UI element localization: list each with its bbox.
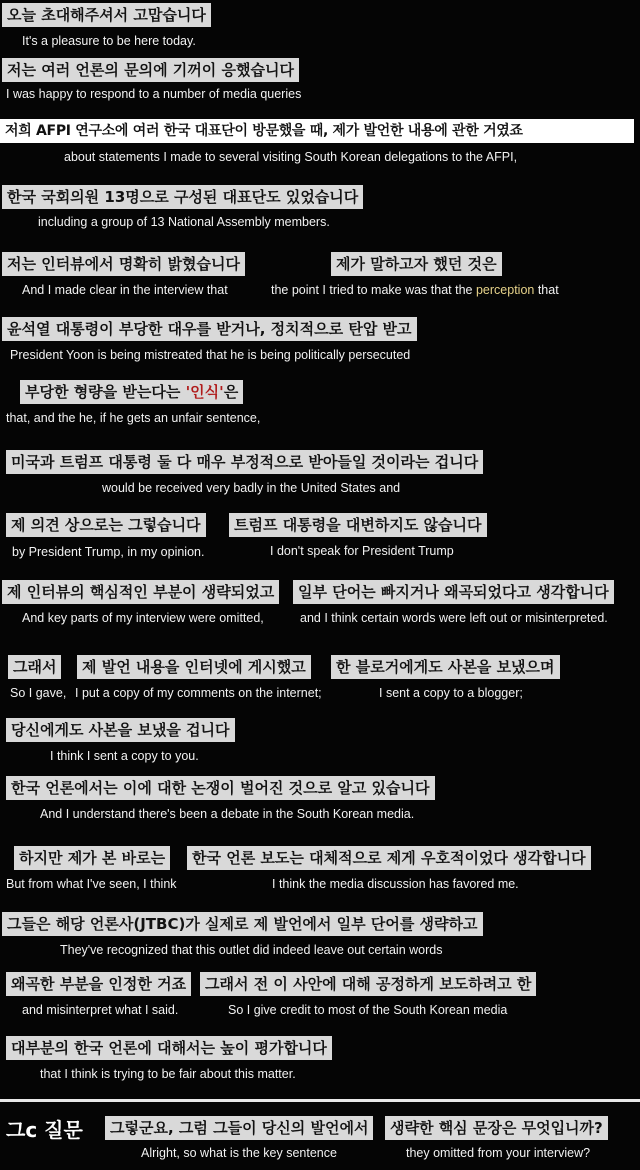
english-subtitle-6: President Yoon is being mistreated that he is being politically persecuted: [10, 348, 411, 362]
korean-caption-10a: 제 인터뷰의 핵심적인 부분이 생략되었고: [2, 580, 279, 604]
english-subtitle-10b: and I think certain words were left out or misinterpreted.: [300, 611, 608, 625]
question-label: 그c 질문: [6, 1118, 83, 1142]
korean-caption-17: 대부분의 한국 언론에 대해서는 높이 평가합니다: [6, 1036, 332, 1060]
korean-caption-9b: 트럼프 대통령을 대변하지도 않습니다: [229, 513, 487, 537]
korean-caption-13: 한국 언론에서는 이에 대한 논쟁이 벌어진 것으로 알고 있습니다: [6, 776, 435, 800]
korean-caption-2: 저는 여러 언론의 문의에 기꺼이 응했습니다: [2, 58, 299, 82]
english-subtitle-2: I was happy to respond to a number of media queries: [6, 87, 302, 101]
question-caption-b: 생략한 핵심 문장은 무엇입니까?: [385, 1116, 608, 1140]
english-subtitle-5a: And I made clear in the interview that: [22, 283, 228, 297]
korean-caption-11c: 한 블로거에게도 사본을 보냈으며: [331, 655, 560, 679]
question-subtitle-b: they omitted from your interview?: [406, 1146, 591, 1160]
korean-caption-8: 미국과 트럼프 대통령 둘 다 매우 부정적으로 받아들일 것이라는 겁니다: [6, 450, 483, 474]
question-subtitle-a: Alright, so what is the key sentence: [141, 1146, 337, 1160]
english-subtitle-16a: and misinterpret what I said.: [22, 1003, 179, 1017]
korean-caption-16b: 그래서 전 이 사안에 대해 공정하게 보도하려고 한: [200, 972, 536, 996]
english-subtitle-11a: So I gave,: [10, 686, 67, 700]
korean-caption-3: 저희 AFPI 연구소에 여러 한국 대표단이 방문했을 때, 제가 발언한 내용에 관한 거였죠: [0, 119, 634, 143]
english-subtitle-13: And I understand there's been a debate in the South Korean media.: [40, 807, 415, 821]
english-subtitle-5b: the point I tried to make was that the perception that: [271, 283, 559, 297]
english-subtitle-9a: by President Trump, in my opinion.: [12, 545, 205, 559]
english-subtitle-3: about statements I made to several visiting South Korean delegations to the AFPI,: [64, 150, 518, 164]
korean-caption-11b: 제 발언 내용을 인터넷에 게시했고: [77, 655, 311, 679]
korean-caption-11a: 그래서: [8, 655, 61, 679]
english-subtitle-16b: So I give credit to most of the South Korean media: [228, 1003, 508, 1017]
english-subtitle-1: It's a pleasure to be here today.: [22, 34, 196, 48]
english-subtitle-9b: I don't speak for President Trump: [270, 544, 454, 558]
english-subtitle-14b: I think the media discussion has favored me.: [272, 877, 519, 891]
korean-caption-14a: 하지만 제가 본 바로는: [14, 846, 170, 870]
korean-caption-9a: 제 의견 상으로는 그렇습니다: [6, 513, 206, 537]
english-subtitle-8: would be received very badly in the United States and: [102, 481, 401, 495]
question-caption-a: 그렇군요, 그럼 그들이 당신의 발언에서: [105, 1116, 373, 1140]
english-subtitle-17: that I think is trying to be fair about this matter.: [40, 1067, 296, 1081]
korean-caption-16a: 왜곡한 부분을 인정한 거죠: [6, 972, 191, 996]
english-subtitle-4: including a group of 13 National Assembly members.: [38, 215, 330, 229]
section-divider: [0, 1099, 640, 1102]
english-subtitle-15: They've recognized that this outlet did indeed leave out certain words: [60, 943, 443, 957]
korean-caption-4: 한국 국회의원 13명으로 구성된 대표단도 있었습니다: [2, 185, 363, 209]
english-subtitle-11c: I sent a copy to a blogger;: [379, 686, 523, 700]
korean-caption-5a: 저는 인터뷰에서 명확히 밝혔습니다: [2, 252, 245, 276]
korean-caption-12: 당신에게도 사본을 보냈을 겁니다: [6, 718, 235, 742]
korean-caption-5b: 제가 말하고자 했던 것은: [331, 252, 502, 276]
korean-caption-1: 오늘 초대해주셔서 고맙습니다: [2, 3, 211, 27]
korean-caption-10b: 일부 단어는 빠지거나 왜곡되었다고 생각합니다: [293, 580, 614, 604]
english-subtitle-11b: I put a copy of my comments on the internet;: [75, 686, 322, 700]
korean-caption-15: 그들은 해당 언론사(JTBC)가 실제로 제 발언에서 일부 단어를 생략하고: [2, 912, 483, 936]
korean-caption-14b: 한국 언론 보도는 대체적으로 제게 우호적이었다 생각합니다: [187, 846, 591, 870]
english-subtitle-10a: And key parts of my interview were omitted,: [22, 611, 264, 625]
english-subtitle-12: I think I sent a copy to you.: [50, 749, 199, 763]
korean-caption-6: 윤석열 대통령이 부당한 대우를 받거나, 정치적으로 탄압 받고: [2, 317, 417, 341]
korean-caption-7: 부당한 형량을 받는다는 '인식'은: [20, 380, 243, 404]
highlighted-word: perception: [475, 283, 535, 297]
english-subtitle-14a: But from what I've seen, I think: [6, 877, 177, 891]
english-subtitle-7: that, and the he, if he gets an unfair sentence,: [6, 411, 261, 425]
emphasized-word: '인식': [185, 383, 224, 401]
